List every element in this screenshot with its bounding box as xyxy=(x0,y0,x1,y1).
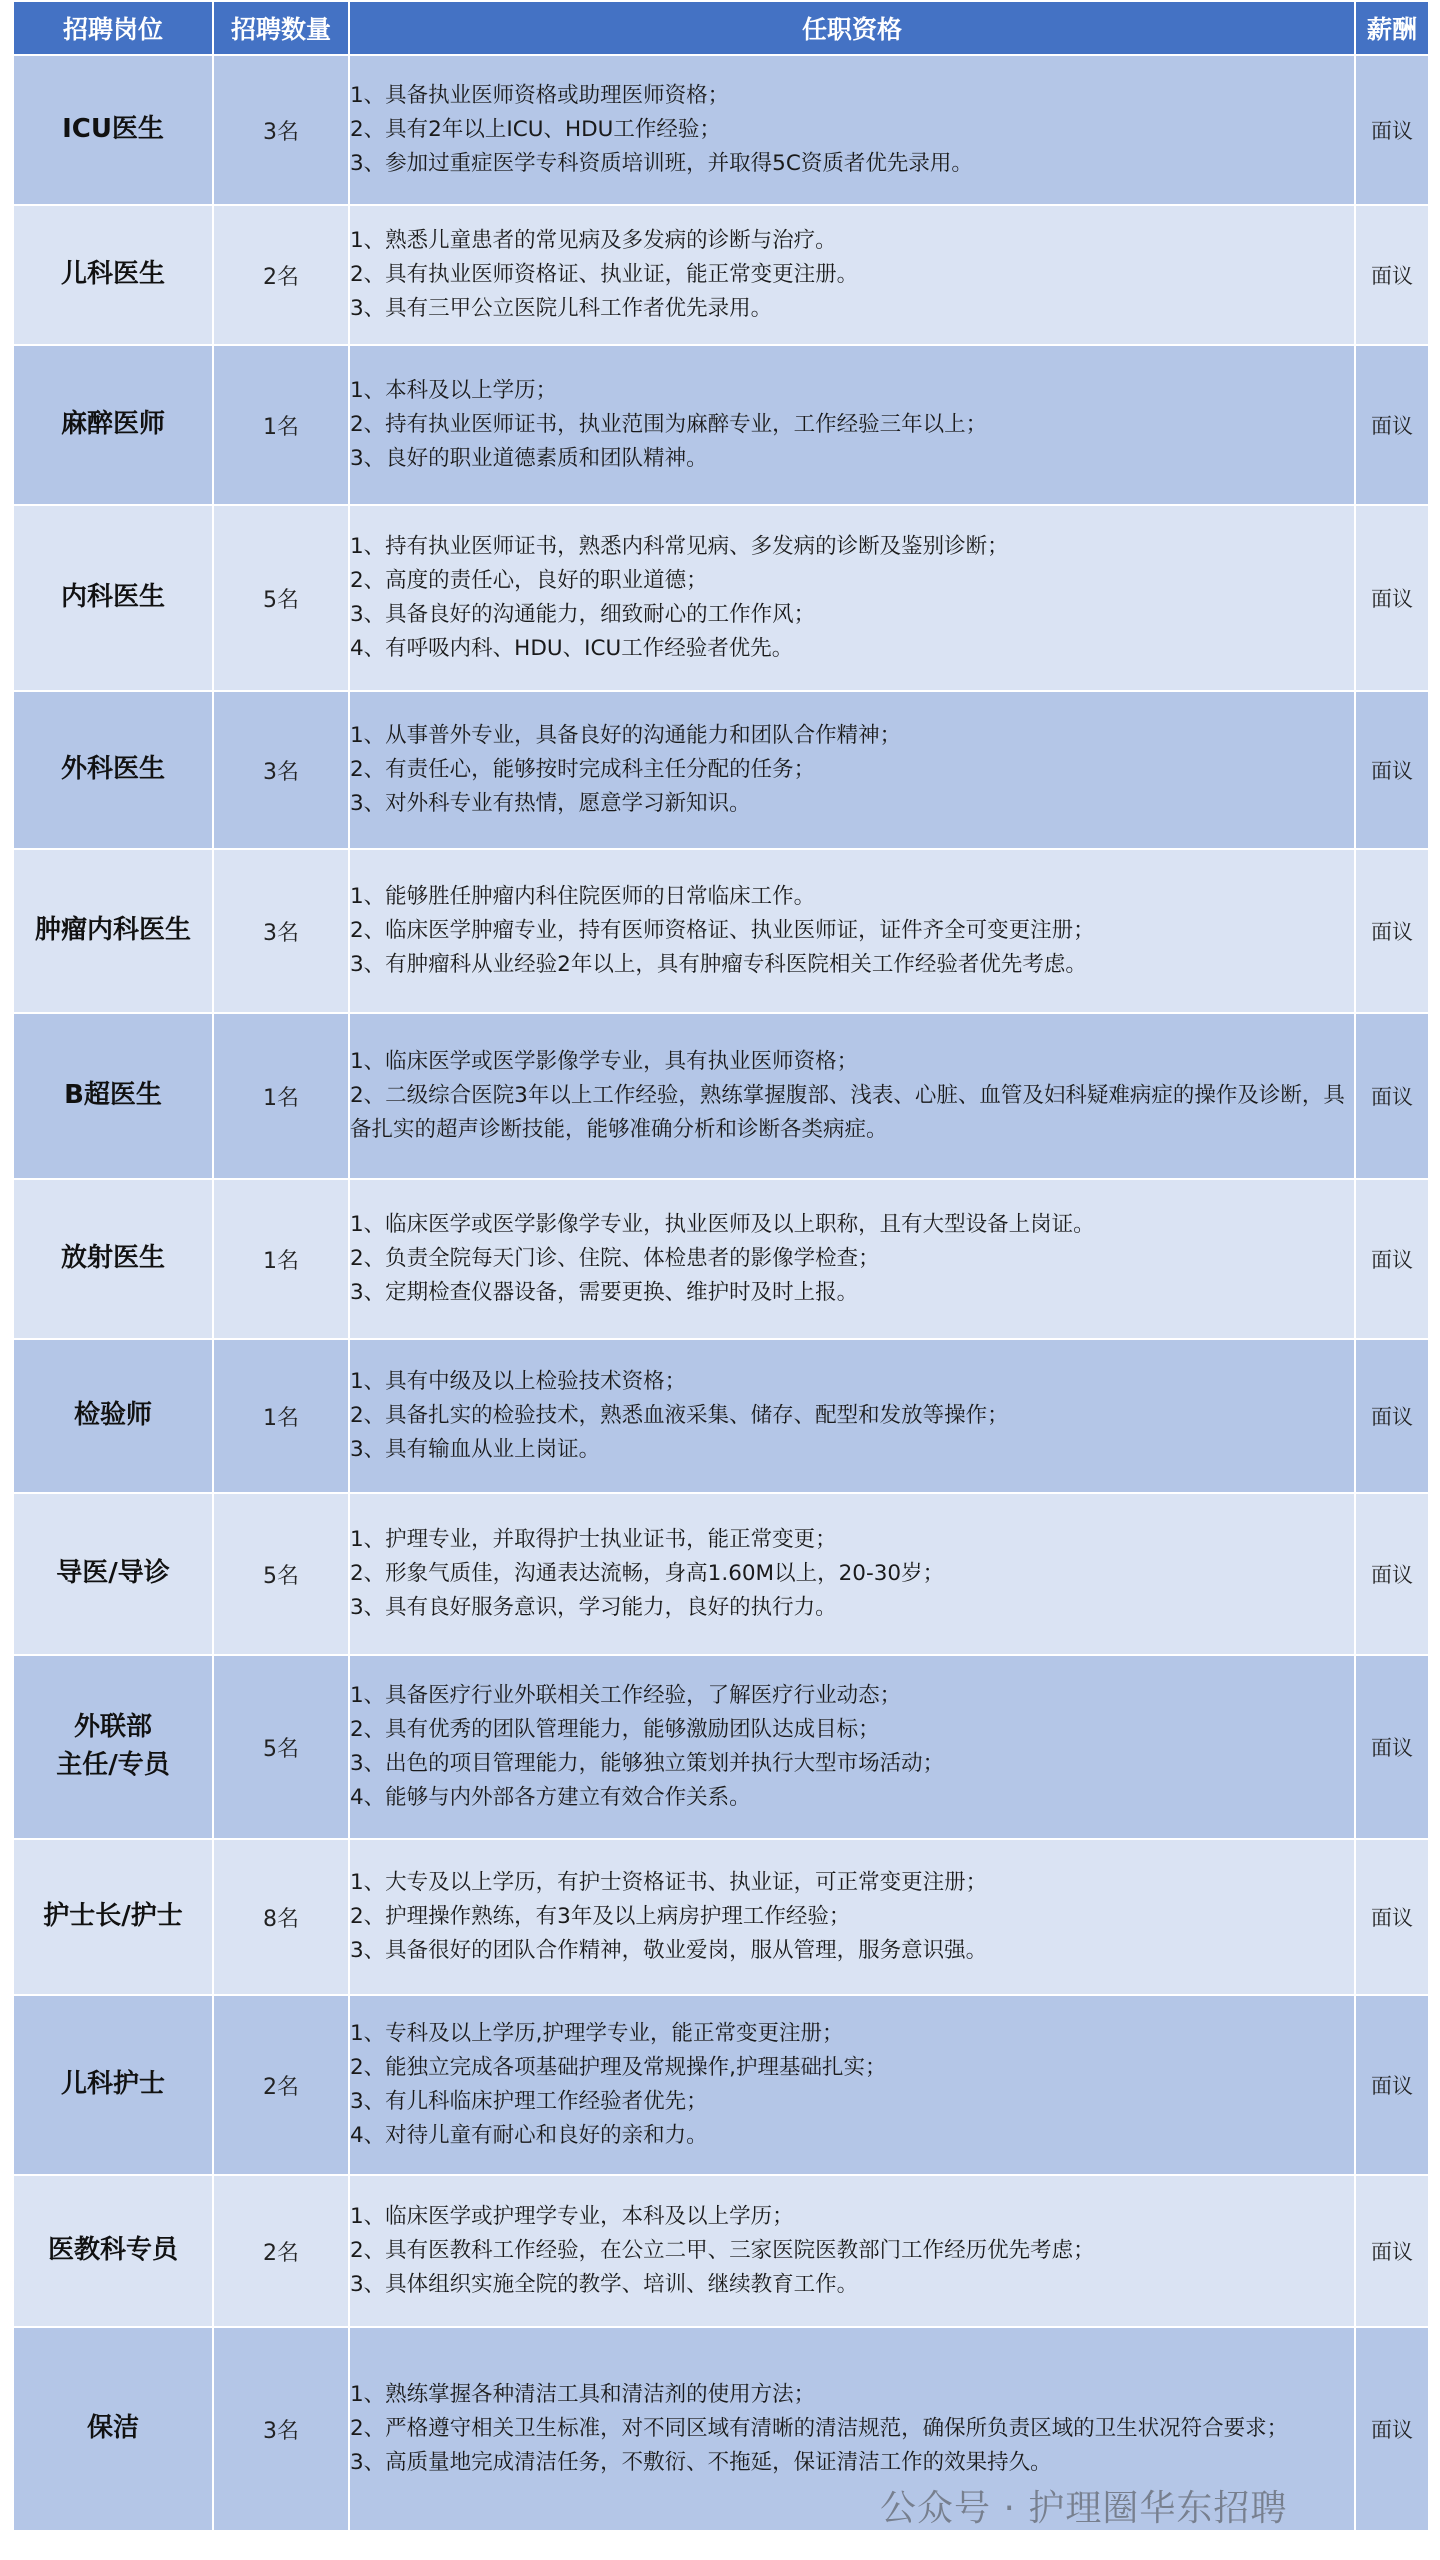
salary-value: 面议 xyxy=(1355,1839,1429,1995)
qualification-list xyxy=(349,1839,1355,1995)
qualification-item: 2、临床医学肿瘤专业，持有医师资格证、执业医师证，证件齐全可变更注册； xyxy=(350,918,1095,943)
position-name: 肿瘤内科医生 xyxy=(13,849,213,1013)
qualification-item: 1、临床医学或医学影像学专业，具有执业医师资格； xyxy=(350,1049,859,1074)
qualification-item: 3、出色的项目管理能力，能够独立策划并执行大型市场活动； xyxy=(350,1751,945,1776)
hire-count: 1名 xyxy=(213,1179,349,1339)
recruitment-table-container xyxy=(12,0,1428,2532)
table-row xyxy=(13,849,1429,1013)
qualification-list xyxy=(349,345,1355,505)
qualification-item: 3、具备很好的团队合作精神，敬业爱岗，服从管理，服务意识强。 xyxy=(350,1938,988,1963)
hire-count: 1名 xyxy=(213,345,349,505)
qualification-item: 3、具备良好的沟通能力，细致耐心的工作作风； xyxy=(350,602,816,627)
salary-value: 面议 xyxy=(1355,849,1429,1013)
qualification-item: 1、熟练掌握各种清洁工具和清洁剂的使用方法； xyxy=(350,2382,816,2407)
qualification-item: 1、具有中级及以上检验技术资格； xyxy=(350,1369,687,1394)
position-name: 内科医生 xyxy=(13,505,213,691)
qualification-list xyxy=(349,205,1355,345)
salary-value: 面议 xyxy=(1355,55,1429,205)
position-name-line: 主任/专员 xyxy=(56,1750,170,1780)
qualification-list xyxy=(349,1013,1355,1179)
salary-value: 面议 xyxy=(1355,1179,1429,1339)
hire-count: 3名 xyxy=(213,849,349,1013)
qualification-item: 3、具有三甲公立医院儿科工作者优先录用。 xyxy=(350,296,773,321)
salary-value: 面议 xyxy=(1355,1493,1429,1655)
hire-count: 8名 xyxy=(213,1839,349,1995)
qualification-item: 2、具有2年以上ICU、HDU工作经验； xyxy=(350,117,721,142)
table-row xyxy=(13,345,1429,505)
qualification-item: 1、护理专业，并取得护士执业证书，能正常变更； xyxy=(350,1527,837,1552)
header-position: 招聘岗位 xyxy=(13,1,213,55)
hire-count: 3名 xyxy=(213,691,349,849)
qualification-item: 1、熟悉儿童患者的常见病及多发病的诊断与治疗。 xyxy=(350,228,837,253)
qualification-item: 2、具有执业医师资格证、执业证，能正常变更注册。 xyxy=(350,262,859,287)
hire-count: 1名 xyxy=(213,1013,349,1179)
qualification-item: 1、具备医疗行业外联相关工作经验，了解医疗行业动态； xyxy=(350,1683,902,1708)
table-row xyxy=(13,505,1429,691)
salary-value: 面议 xyxy=(1355,205,1429,345)
table-header-row xyxy=(13,1,1429,55)
salary-value: 面议 xyxy=(1355,1995,1429,2175)
qualification-item: 3、有肿瘤科从业经验2年以上，具有肿瘤专科医院相关工作经验者优先考虑。 xyxy=(350,952,1087,977)
qualification-item: 2、护理操作熟练，有3年及以上病房护理工作经验； xyxy=(350,1904,851,1929)
position-name: 放射医生 xyxy=(13,1179,213,1339)
position-name: 医教科专员 xyxy=(13,2175,213,2327)
position-name: 导医/导诊 xyxy=(13,1493,213,1655)
salary-value: 面议 xyxy=(1355,2327,1429,2531)
qualification-item: 2、具有优秀的团队管理能力，能够激励团队达成目标； xyxy=(350,1717,880,1742)
salary-value: 面议 xyxy=(1355,345,1429,505)
position-name: ICU医生 xyxy=(13,55,213,205)
qualification-item: 4、对待儿童有耐心和良好的亲和力。 xyxy=(350,2123,708,2148)
position-name: 保洁 xyxy=(13,2327,213,2531)
table-row xyxy=(13,1179,1429,1339)
watermark-text: 公众号 · 护理圈华东招聘 xyxy=(880,2488,1288,2529)
qualification-list xyxy=(349,55,1355,205)
hire-count: 3名 xyxy=(213,2327,349,2531)
qualification-item: 2、具有医教科工作经验，在公立二甲、三家医院医教部门工作经历优先考虑； xyxy=(350,2238,1095,2263)
hire-count: 5名 xyxy=(213,1493,349,1655)
table-row xyxy=(13,2327,1429,2531)
qualification-list xyxy=(349,505,1355,691)
hire-count: 5名 xyxy=(213,1655,349,1839)
qualification-item: 1、大专及以上学历，有护士资格证书、执业证，可正常变更注册； xyxy=(350,1870,988,1895)
qualification-item: 1、本科及以上学历； xyxy=(350,378,558,403)
salary-value: 面议 xyxy=(1355,691,1429,849)
table-row xyxy=(13,1655,1429,1839)
salary-value: 面议 xyxy=(1355,2175,1429,2327)
salary-value: 面议 xyxy=(1355,505,1429,691)
position-name: 检验师 xyxy=(13,1339,213,1493)
qualification-item: 1、能够胜任肿瘤内科住院医师的日常临床工作。 xyxy=(350,884,816,909)
qualification-item: 3、有儿科临床护理工作经验者优先； xyxy=(350,2089,708,2114)
qualification-item: 1、从事普外专业，具备良好的沟通能力和团队合作精神； xyxy=(350,723,902,748)
recruitment-table xyxy=(12,0,1430,2532)
qualification-item: 3、具体组织实施全院的教学、培训、继续教育工作。 xyxy=(350,2272,859,2297)
position-name: 儿科医生 xyxy=(13,205,213,345)
position-name: 护士长/护士 xyxy=(13,1839,213,1995)
table-row xyxy=(13,1995,1429,2175)
table-row xyxy=(13,691,1429,849)
qualification-list xyxy=(349,849,1355,1013)
header-qualification: 任职资格 xyxy=(349,1,1355,55)
qualification-list xyxy=(349,1493,1355,1655)
qualification-item: 2、能独立完成各项基础护理及常规操作,护理基础扎实； xyxy=(350,2055,887,2080)
qualification-item: 2、持有执业医师证书，执业范围为麻醉专业，工作经验三年以上； xyxy=(350,412,988,437)
position-name: 麻醉医师 xyxy=(13,345,213,505)
hire-count: 2名 xyxy=(213,205,349,345)
qualification-item: 3、良好的职业道德素质和团队精神。 xyxy=(350,446,708,471)
qualification-item: 4、能够与内外部各方建立有效合作关系。 xyxy=(350,1785,751,1810)
qualification-item: 1、临床医学或医学影像学专业，执业医师及以上职称，且有大型设备上岗证。 xyxy=(350,1212,1095,1237)
qualification-item: 3、高质量地完成清洁任务，不敷衍、不拖延，保证清洁工作的效果持久。 xyxy=(350,2450,1052,2475)
position-name xyxy=(13,1655,213,1839)
qualification-item: 3、定期检查仪器设备，需要更换、维护时及时上报。 xyxy=(350,1280,859,1305)
qualification-list xyxy=(349,691,1355,849)
position-name-line: 外联部 xyxy=(73,1712,152,1743)
salary-value: 面议 xyxy=(1355,1339,1429,1493)
qualification-item: 2、形象气质佳，沟通表达流畅，身高1.60M以上，20-30岁； xyxy=(350,1561,945,1586)
position-name: 外科医生 xyxy=(13,691,213,849)
qualification-item: 1、临床医学或护理学专业，本科及以上学历； xyxy=(350,2204,794,2229)
table-row xyxy=(13,2175,1429,2327)
qualification-item: 1、专科及以上学历,护理学专业，能正常变更注册； xyxy=(350,2021,844,2046)
table-body xyxy=(13,55,1429,2531)
qualification-list xyxy=(349,1179,1355,1339)
hire-count: 2名 xyxy=(213,1995,349,2175)
qualification-item: 2、具备扎实的检验技术，熟悉血液采集、储存、配型和发放等操作； xyxy=(350,1403,1009,1428)
qualification-item: 3、具有输血从业上岗证。 xyxy=(350,1437,601,1462)
hire-count: 1名 xyxy=(213,1339,349,1493)
qualification-item: 2、有责任心，能够按时完成科主任分配的任务； xyxy=(350,757,816,782)
hire-count: 3名 xyxy=(213,55,349,205)
qualification-list xyxy=(349,1995,1355,2175)
position-name: 儿科护士 xyxy=(13,1995,213,2175)
table-row xyxy=(13,205,1429,345)
qualification-item: 1、持有执业医师证书，熟悉内科常见病、多发病的诊断及鉴别诊断； xyxy=(350,534,1009,559)
qualification-list xyxy=(349,1655,1355,1839)
qualification-item: 2、严格遵守相关卫生标准，对不同区域有清晰的清洁规范，确保所负责区域的卫生状况符合要求； xyxy=(350,2416,1289,2441)
qualification-item: 2、二级综合医院3年以上工作经验，熟练掌握腹部、浅表、心脏、血管及妇科疑难病症的操作及诊断，具备扎实的超声诊断技能，能够准确分析和诊断各类病症。 xyxy=(350,1083,1345,1142)
qualification-item: 3、具有良好服务意识，学习能力，良好的执行力。 xyxy=(350,1595,837,1620)
table-row xyxy=(13,1839,1429,1995)
hire-count: 2名 xyxy=(213,2175,349,2327)
salary-value: 面议 xyxy=(1355,1655,1429,1839)
qualification-item: 3、参加过重症医学专科资质培训班，并取得5C资质者优先录用。 xyxy=(350,151,973,176)
qualification-item: 4、有呼吸内科、HDU、ICU工作经验者优先。 xyxy=(350,636,794,661)
qualification-list xyxy=(349,2327,1355,2531)
table-row xyxy=(13,1013,1429,1179)
qualification-item: 2、高度的责任心，良好的职业道德； xyxy=(350,568,708,593)
table-row xyxy=(13,1339,1429,1493)
hire-count: 5名 xyxy=(213,505,349,691)
table-row xyxy=(13,1493,1429,1655)
qualification-item: 3、对外科专业有热情，愿意学习新知识。 xyxy=(350,791,751,816)
table-row xyxy=(13,55,1429,205)
qualification-item: 2、负责全院每天门诊、住院、体检患者的影像学检查； xyxy=(350,1246,880,1271)
qualification-item: 1、具备执业医师资格或助理医师资格； xyxy=(350,83,730,108)
qualification-list xyxy=(349,2175,1355,2327)
header-count: 招聘数量 xyxy=(213,1,349,55)
salary-value: 面议 xyxy=(1355,1013,1429,1179)
header-salary: 薪酬 xyxy=(1355,1,1429,55)
position-name: B超医生 xyxy=(13,1013,213,1179)
qualification-list xyxy=(349,1339,1355,1493)
